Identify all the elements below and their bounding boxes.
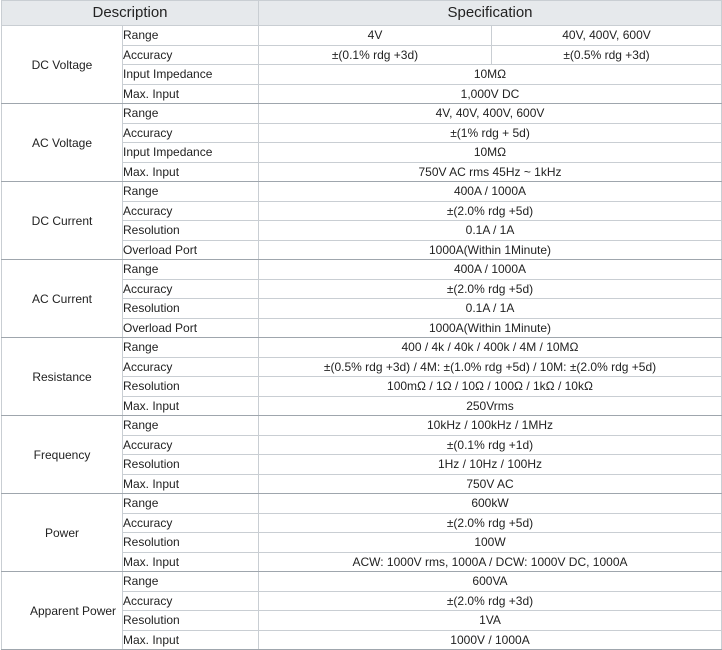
parameter-cell: Overload Port: [123, 318, 259, 338]
parameter-cell: Range: [123, 338, 259, 358]
category-cell: Resistance: [2, 338, 123, 416]
value-cell: 100mΩ / 1Ω / 10Ω / 100Ω / 1kΩ / 10kΩ: [259, 377, 722, 397]
category-cell: DC Voltage: [2, 26, 123, 104]
table-row: [2, 182, 722, 202]
value-cell: 10kHz / 100kHz / 1MHz: [259, 416, 722, 436]
parameter-cell: Accuracy: [123, 201, 259, 221]
parameter-cell: Range: [123, 572, 259, 592]
value-cell: ±(0.5% rdg +3d): [492, 45, 722, 65]
parameter-cell: Range: [123, 182, 259, 202]
parameter-cell: Input Impedance: [123, 65, 259, 85]
parameter-cell: Resolution: [123, 221, 259, 241]
value-cell: ±(2.0% rdg +3d): [259, 591, 722, 611]
value-cell: 750V AC rms 45Hz ~ 1kHz: [259, 162, 722, 182]
parameter-cell: Resolution: [123, 533, 259, 553]
parameter-cell: Max. Input: [123, 162, 259, 182]
value-cell: 1Hz / 10Hz / 100Hz: [259, 455, 722, 475]
value-cell: ±(0.1% rdg +1d): [259, 435, 722, 455]
parameter-cell: Range: [123, 26, 259, 46]
parameter-cell: Resolution: [123, 611, 259, 631]
value-cell: 400 / 4k / 40k / 400k / 4M / 10MΩ: [259, 338, 722, 358]
value-cell: 750V AC: [259, 474, 722, 494]
value-cell: ±(2.0% rdg +5d): [259, 513, 722, 533]
value-cell: 4V: [259, 26, 492, 46]
table-row: [2, 416, 722, 436]
parameter-cell: Range: [123, 494, 259, 514]
value-cell: 600kW: [259, 494, 722, 514]
parameter-cell: Range: [123, 260, 259, 280]
value-cell: 250Vrms: [259, 396, 722, 416]
parameter-cell: Resolution: [123, 299, 259, 319]
parameter-cell: Range: [123, 104, 259, 124]
table-header-row: [2, 1, 722, 26]
parameter-cell: Accuracy: [123, 591, 259, 611]
value-cell: 10MΩ: [259, 143, 722, 163]
parameter-cell: Accuracy: [123, 513, 259, 533]
value-cell: ±(1% rdg + 5d): [259, 123, 722, 143]
table-row: [2, 338, 722, 358]
value-cell: ±(2.0% rdg +5d): [259, 201, 722, 221]
value-cell: ±(0.1% rdg +3d): [259, 45, 492, 65]
table-row: [2, 494, 722, 514]
category-cell: Frequency: [2, 416, 123, 494]
value-cell: 1000V / 1000A: [259, 630, 722, 650]
value-cell: 10MΩ: [259, 65, 722, 85]
table-row: [2, 26, 722, 46]
table-row: [2, 104, 722, 124]
parameter-cell: Overload Port: [123, 240, 259, 260]
parameter-cell: Max. Input: [123, 396, 259, 416]
description-header: Description: [2, 1, 259, 26]
parameter-cell: Accuracy: [123, 435, 259, 455]
specification-table: [1, 0, 722, 650]
parameter-cell: Max. Input: [123, 474, 259, 494]
parameter-cell: Accuracy: [123, 279, 259, 299]
category-cell: DC Current: [2, 182, 123, 260]
category-cell: AC Current: [2, 260, 123, 338]
specification-header: Specification: [259, 1, 722, 26]
parameter-cell: Max. Input: [123, 84, 259, 104]
value-cell: 4V, 40V, 400V, 600V: [259, 104, 722, 124]
value-cell: 0.1A / 1A: [259, 299, 722, 319]
parameter-cell: Max. Input: [123, 552, 259, 572]
parameter-cell: Input Impedance: [123, 143, 259, 163]
value-cell: 1000A(Within 1Minute): [259, 240, 722, 260]
value-cell: 1000A(Within 1Minute): [259, 318, 722, 338]
parameter-cell: Resolution: [123, 377, 259, 397]
parameter-cell: Accuracy: [123, 123, 259, 143]
value-cell: 0.1A / 1A: [259, 221, 722, 241]
table-row: [2, 572, 722, 592]
table-body: [2, 26, 722, 650]
parameter-cell: Max. Input: [123, 630, 259, 650]
value-cell: 40V, 400V, 600V: [492, 26, 722, 46]
value-cell: 1,000V DC: [259, 84, 722, 104]
parameter-cell: Resolution: [123, 455, 259, 475]
category-cell: Power: [2, 494, 123, 572]
parameter-cell: Accuracy: [123, 357, 259, 377]
value-cell: 400A / 1000A: [259, 260, 722, 280]
value-cell: ACW: 1000V rms, 1000A / DCW: 1000V DC, 1000A: [259, 552, 722, 572]
parameter-cell: Range: [123, 416, 259, 436]
value-cell: 1VA: [259, 611, 722, 631]
parameter-cell: Accuracy: [123, 45, 259, 65]
value-cell: 100W: [259, 533, 722, 553]
value-cell: ±(2.0% rdg +5d): [259, 279, 722, 299]
table-row: [2, 260, 722, 280]
category-cell: AC Voltage: [2, 104, 123, 182]
category-cell: Apparent Power: [2, 572, 123, 650]
value-cell: 400A / 1000A: [259, 182, 722, 202]
value-cell: 600VA: [259, 572, 722, 592]
value-cell: ±(0.5% rdg +3d) / 4M: ±(1.0% rdg +5d) / 10M: ±(2.0% rdg +5d): [259, 357, 722, 377]
